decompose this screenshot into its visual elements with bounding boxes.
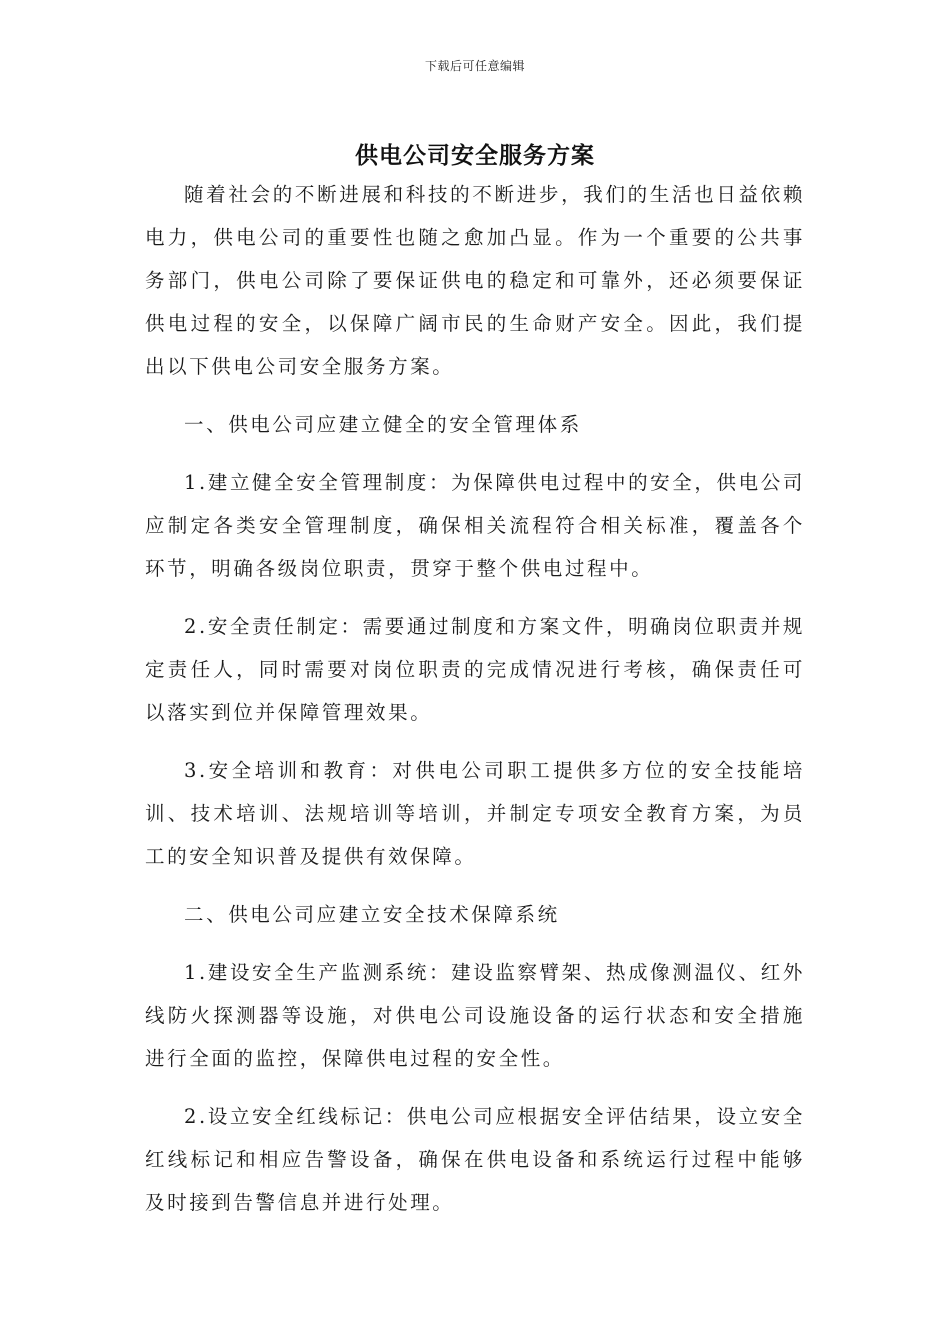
section-1-item-1: 1.建立健全安全管理制度：为保障供电过程中的安全，供电公司应制定各类安全管理制度，确保相关流程符合相关标准，覆盖各个环节，明确各级岗位职责，贯穿于整个供电过程中。 xyxy=(145,471,805,580)
section-2-item-1: 1.建设安全生产监测系统：建设监察臂架、热成像测温仪、红外线防火探测器等设施，对供电公司设施设备的运行状态和安全措施进行全面的监控，保障供电过程的安全性。 xyxy=(145,961,805,1070)
header-note: 下载后可任意编辑 xyxy=(424,59,525,73)
section-heading-2: 二、供电公司应建立安全技术保障系统 xyxy=(184,903,560,926)
intro-paragraph: 随着社会的不断进展和科技的不断进步，我们的生活也日益依赖电力，供电公司的重要性也随之愈加凸显。作为一个重要的公共事务部门，供电公司除了要保证供电的稳定和可靠外，还必须要保证供电过程的安全，以保障广阔市民的生命财产安全。因此，我们提出以下供电公司安全服务方案。 xyxy=(145,183,805,378)
section-1-item-3: 3.安全培训和教育：对供电公司职工提供多方位的安全技能培训、技术培训、法规培训等培训，并制定专项安全教育方案，为员工的安全知识普及提供有效保障。 xyxy=(145,759,805,868)
section-heading-1: 一、供电公司应建立健全的安全管理体系 xyxy=(184,413,582,436)
document-body xyxy=(145,173,805,1239)
document-title: 供电公司安全服务方案 xyxy=(355,143,595,169)
section-1-item-2: 2.安全责任制定：需要通过制度和方案文件，明确岗位职责并规定责任人，同时需要对岗位职责的完成情况进行考核，确保责任可以落实到位并保障管理效果。 xyxy=(145,615,805,724)
section-2-item-2: 2.设立安全红线标记：供电公司应根据安全评估结果，设立安全红线标记和相应告警设备，确保在供电设备和系统运行过程中能够及时接到告警信息并进行处理。 xyxy=(145,1105,805,1214)
